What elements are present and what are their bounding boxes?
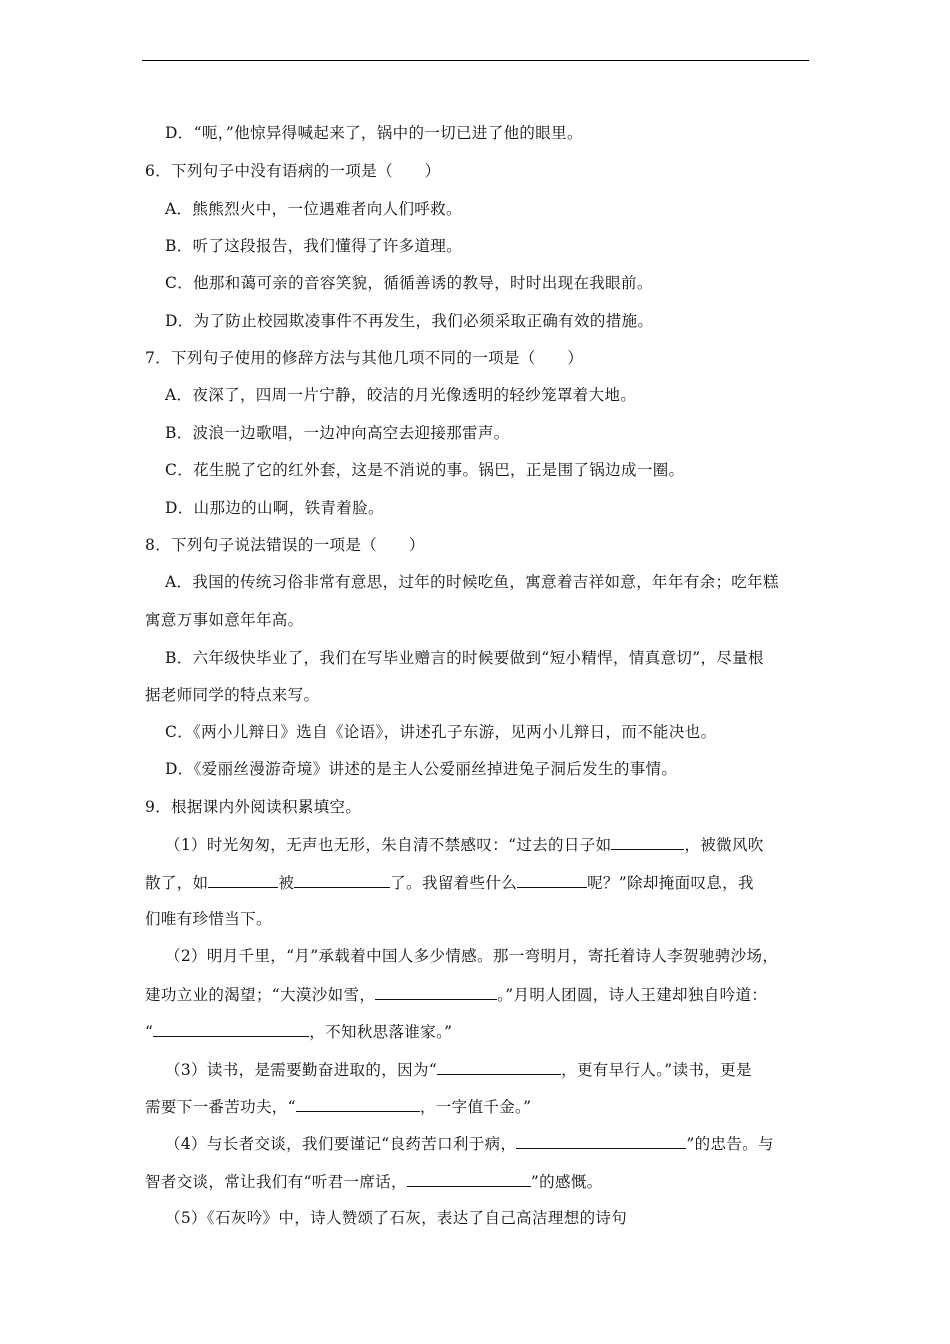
q9-part2-line1: （2）明月千里，“月”承载着中国人多少情感。那一弯明月，寄托着诗人李贺驰骋沙场， [165, 947, 779, 965]
q7-option-b: B．波浪一边歌唱，一边冲向高空去迎接那雷声。 [165, 424, 510, 442]
q9-part1-text: 呢？”除却掩面叹息，我 [587, 874, 754, 892]
answer-blank[interactable] [407, 1171, 531, 1187]
q9-part4-text: （4）与长者交谈，我们要谨记“良药苦口利于病， [165, 1135, 517, 1153]
q9-part1-line3: 们唯有珍惜当下。 [145, 910, 272, 928]
q6-stem: 6．下列句子中没有语病的一项是（ ） [145, 162, 441, 180]
answer-blank[interactable] [611, 834, 684, 850]
answer-blank[interactable] [296, 1096, 420, 1112]
q9-part2-line3 [145, 1021, 452, 1042]
q9-part3-text: ，更有早行人。”读书，更是 [561, 1061, 752, 1079]
q9-part2-line2 [145, 984, 767, 1005]
q9-part4-text: ”的忠告。与 [686, 1135, 774, 1153]
q7-stem: 7．下列句子使用的修辞方法与其他几项不同的一项是（ ） [145, 349, 584, 367]
q6-option-c: C．他那和蔼可亲的音容笑貌，循循善诱的教导，时时出现在我眼前。 [165, 274, 653, 292]
q6-option-b: B．听了这段报告，我们懂得了许多道理。 [165, 237, 463, 255]
q9-part1-text: 被 [278, 874, 295, 892]
q9-part1-line2 [145, 872, 754, 893]
q9-part1-text: （1）时光匆匆，无声也无形，朱自清不禁感叹：“过去的日子如 [165, 836, 612, 854]
q9-part1-line1 [165, 834, 764, 855]
q9-part4-text: 智者交谈，常让我们有“听君一席话， [145, 1173, 407, 1191]
q9-part2-text: “ [145, 1023, 154, 1041]
q9-part2-text: 。”月明人团圆，诗人王建却独自吟道： [497, 986, 768, 1004]
q9-part3-text: ，一字值千金。” [419, 1098, 532, 1116]
q9-part3-text: （3）读书，是需要勤奋进取的，因为“ [165, 1061, 438, 1079]
q8-option-a-line1: A．我国的传统习俗非常有意思，过年的时候吃鱼，寓意着吉祥如意，年年有余；吃年糕 [165, 573, 779, 591]
answer-blank[interactable] [516, 1133, 686, 1149]
q9-part4-line2 [145, 1171, 603, 1192]
answer-blank[interactable] [375, 984, 497, 1000]
q9-part2-text: ，不知秋思落谁家。” [309, 1023, 453, 1041]
q9-part5-line1: （5）《石灰吟》中，诗人赞颂了石灰，表达了自己高洁理想的诗句 [165, 1209, 628, 1227]
q6-option-d: D．为了防止校园欺凌事件不再发生，我们必须采取正确有效的措施。 [165, 312, 654, 330]
q8-option-a-line2: 寓意万事如意年年高。 [145, 611, 304, 629]
answer-blank[interactable] [153, 1021, 309, 1037]
q7-option-d: D．山那边的山啊，铁青着脸。 [165, 499, 384, 517]
q8-option-b-line1: B．六年级快毕业了，我们在写毕业赠言的时候要做到“短小精悍，情真意切”，尽量根 [165, 649, 764, 667]
q8-option-d: D．《爱丽丝漫游奇境》讲述的是主人公爱丽丝掉进兔子洞后发生的事情。 [165, 760, 678, 778]
q7-option-c: C．花生脱了它的红外套，这是不消说的事。锅巴，正是围了锅边成一圈。 [165, 461, 685, 479]
q6-option-a: A．熊熊烈火中，一位遇难者向人们呼救。 [165, 200, 462, 218]
q8-stem: 8．下列句子说法错误的一项是（ ） [145, 536, 425, 554]
answer-blank[interactable] [294, 872, 390, 888]
q5-option-d: D．“呃，”他惊异得喊起来了，锅中的一切已进了他的眼里。 [165, 124, 583, 142]
q9-part3-text: 需要下一番苦功夫，“ [145, 1098, 296, 1116]
q9-part1-text: 散了，如 [145, 874, 209, 892]
answer-blank[interactable] [208, 872, 278, 888]
q9-part4-text: ”的感慨。 [530, 1173, 603, 1191]
q9-part1-text: 了。我留着些什么 [390, 874, 518, 892]
answer-blank[interactable] [517, 872, 587, 888]
q8-option-c: C．《两小儿辩日》选自《论语》，讲述孔子东游，见两小儿辩日，而不能决也。 [165, 723, 717, 741]
q9-part2-text: 建功立业的渴望；“大漠沙如雪， [145, 986, 376, 1004]
q9-stem: 9．根据课内外阅读积累填空。 [145, 798, 362, 816]
q7-option-a: A．夜深了，四周一片宁静，皎洁的月光像透明的轻纱笼罩着大地。 [165, 386, 637, 404]
q9-part4-line1 [165, 1133, 774, 1154]
q8-option-b-line2: 据老师同学的特点来写。 [145, 686, 320, 704]
header-rule [142, 60, 809, 61]
answer-blank[interactable] [437, 1059, 561, 1075]
q9-part3-line2 [145, 1096, 531, 1117]
q9-part3-line1 [165, 1059, 752, 1080]
q9-part1-text: ，被微风吹 [684, 836, 764, 854]
